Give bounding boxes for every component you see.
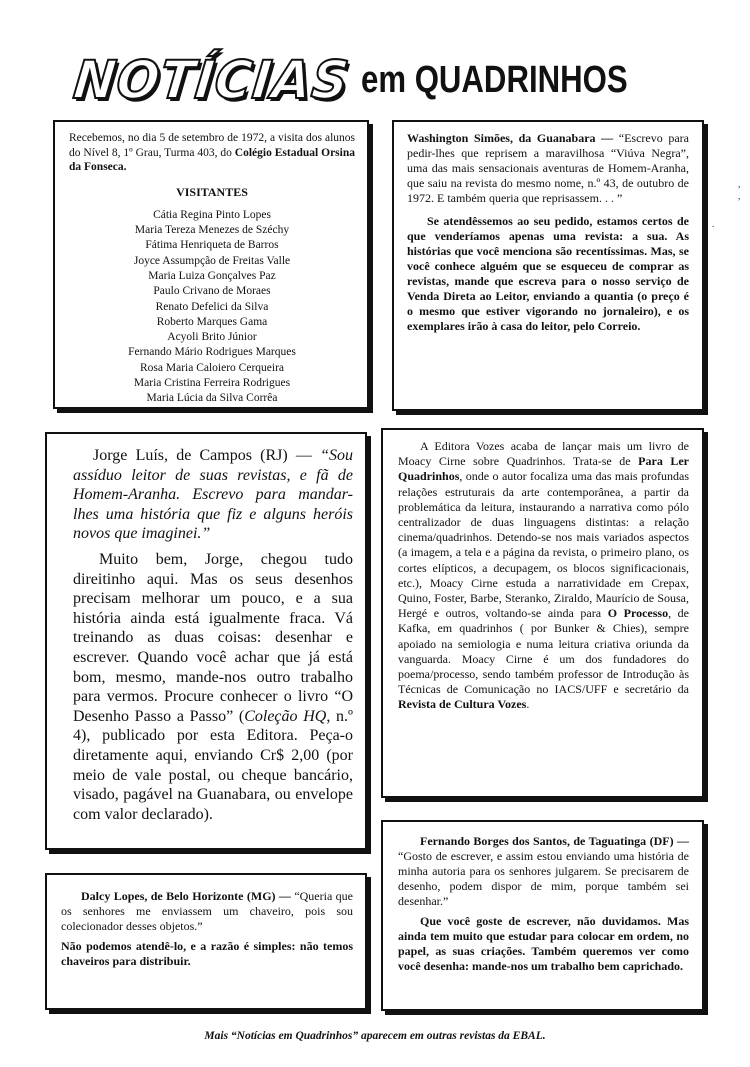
washington-reply: Se atendêssemos ao seu pedido, estamos certos de que venderíamos apenas uma revista: a sua. As histórias que você menciona são recentíssimas. Mas, se você conhece alguém que se esqueceu de comprar as revistas, mande que escreva para o nosso serviço de Venda Direta ao Leitor, enviando a quantia (o preço é o mesmo que estiver vigorando no jornaleiro), e os exemplares irão à casa do leitor, pelo Correio. [407,214,689,333]
visitor-name: Joyce Assumpção de Freitas Valle [133,254,291,267]
visit-intro: Recebemos, no dia 5 de setembro de 1972, a visita dos alunos do Nível 8, 1º Grau, Turma 403, do Colégio Estadual Orsina da Fonseca. [69,132,355,174]
washington-letter: Washington Simões, da Guanabara — “Escrevo para pedir-lhes que reprisem a maravilhosa “Viúva Negra”, uma das mais sensacionais aventuras de Homem-Aranha, que saiu na revista do mesmo nome, n.º 43, de outubro de 1972. E também queria que reprisassem. . . ” [407,131,689,205]
visitor-list [69,208,355,407]
noticias-logo: NOTÍCIAS [70,49,353,111]
visitor-name: Fernando Mário Rodrigues Marques [128,346,296,359]
visitor-name: Renato Defelici da Silva [155,300,269,313]
visitor-name: Maria Cristina Ferreira Rodrigues [133,377,291,390]
visitors-heading: VISITANTES [176,184,248,199]
visitor-name: Cátia Regina Pinto Lopes [153,208,271,221]
fernando-letter: Fernando Borges dos Santos, de Taguatinga (DF) — “Gosto de escrever, e assim estou enviando uma história de minha autoria para os senhores julgarem. Se precisarem de desenho, podem dispor de mim, porque também sei desenhar.” [398,834,689,908]
margin-tick: . [712,219,715,229]
visitors-box [53,120,369,409]
jorge-letter: Jorge Luís, de Campos (RJ) — “Sou assíduo leitor de suas revistas, e fã de Homem-Aranha. Escrevo para mandar-lhes uma história que fiz e alguns heróis novos que imaginei.” [73,447,353,543]
visitor-name: Fátima Henriqueta de Barros [145,239,279,252]
fernando-reply: Que você goste de escrever, não duvidamos. Mas ainda tem muito que estudar para colocar em ordem, no papel, as suas criações. Também queremos ver como você desenha: mande-nos um trabalho bem caprichado. [398,914,689,973]
margin-tick: , [738,179,741,189]
washington-letter-box [392,120,704,411]
visitor-name: Maria Luiza Gonçalves Paz [148,269,276,282]
dalcy-letter-box [45,873,367,1010]
visitor-name: Paulo Crivano de Moraes [153,285,271,298]
visitor-name: Acyoli Brito Júnior [167,331,257,344]
footer-note: Mais “Notícias em Quadrinhos” aparecem em outras revistas da EBAL. [204,1030,546,1042]
visitor-name: Roberto Marques Gama [156,315,268,328]
dalcy-letter: Dalcy Lopes, de Belo Horizonte (MG) — “Queria que os senhores me enviassem um chaveiro, pois sou colecionador desses objetos.” [61,889,353,933]
visitor-name: Maria Tereza Menezes de Széchy [134,224,290,237]
masthead-title: em QUADRINHOS [360,59,628,101]
margin-tick: , [738,191,741,201]
vozes-text: A Editora Vozes acaba de lançar mais um livro de Moacy Cirne sobre Quadrinhos. Trata-se de Para Ler Quadrinhos, onde o autor focaliza uma das mais profundas relações estruturais da arte contemporânea, a partir da problemática da leitura, instaurando a narrativa como pólo centralizador de duas linguagens distintas: a relação cinema/quadrinhos. Detendo-se nos mais variados aspectos (a imagem, a tela e a página da revista, o primeiro plano, os cortes elípticos, a decupagem, os blocos significacionais, etc.), Moacy Cirne estuda a narratividade em Crepax, Quino, Foster, Barbe, Steranko, Ziraldo, Maurício de Sousa, Hergé e outros, voltando-se ainda para O Processo, de Kafka, em quadrinhos ( por Bunker & Chies), sempre apoiado na semiologia e numa leitura criativa oriunda da vanguarda. Moacy Cirne é um dos fundadores do poema/processo, sendo também professor de Introdução às Técnicas de Comunicação no IACS/UFF e secretário da Revista de Cultura Vozes. [398,439,690,712]
jorge-reply: Muito bem, Jorge, chegou tudo direitinho aqui. Mas os seus desenhos precisam melhorar um pouco, e a sua história ainda está igualmente fraca. Vá treinando as duas coisas: desenhar e escrever. Quando você achar que já está bom, mesmo, mande-nos outro trabalho para vermos. Procure conhecer o livro “O Desenho Passo a Passo” (Coleção HQ, n.º 4), publicado por esta Editora. Peça-o diretamente aqui, enviando Cr$ 2,00 (por meio de vale postal, ou cheque bancário, visado, pagável na Guanabara, ou envelope com valor declarado). [73,550,353,823]
visitor-name: Rosa Maria Caloiero Cerqueira [139,361,285,374]
visitor-name: Maria Lúcia da Silva Corrêa [146,392,278,405]
masthead [70,49,680,111]
dalcy-reply: Não podemos atendê-lo, e a razão é simples: não temos chaveiros para distribuir. [61,939,353,968]
jorge-letter-box [45,432,367,850]
vozes-announcement-box [381,428,704,798]
fernando-letter-box [381,820,704,1011]
